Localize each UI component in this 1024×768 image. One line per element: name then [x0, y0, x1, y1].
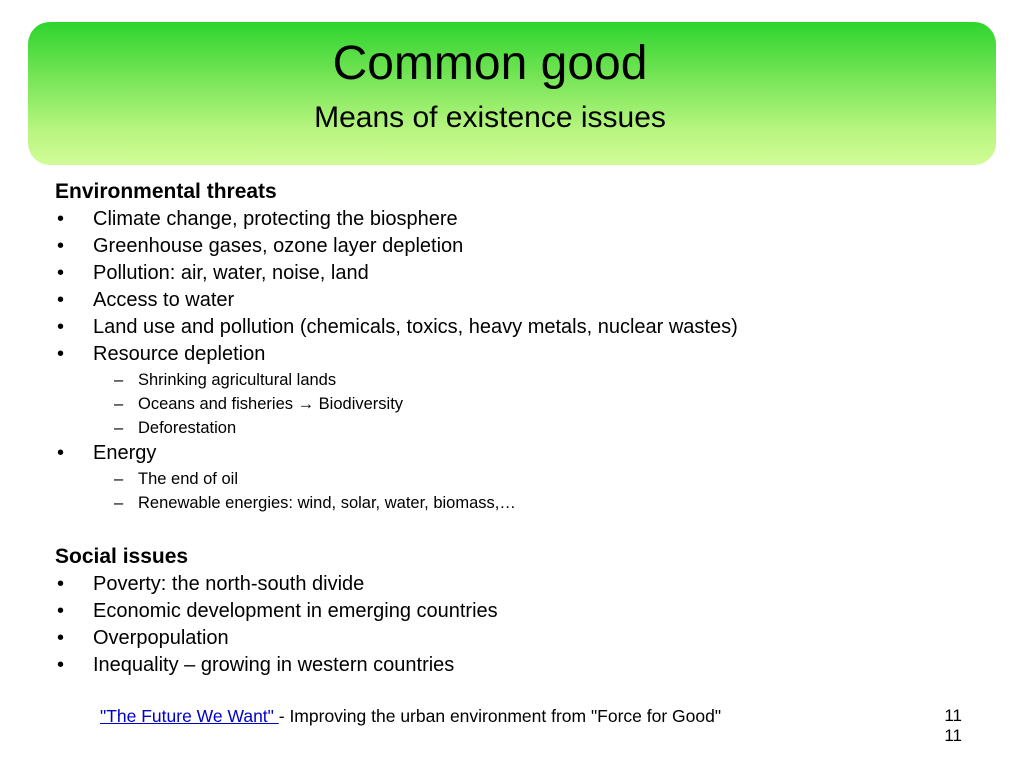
bullet-marker: •	[57, 343, 65, 365]
dash-marker: –	[114, 494, 124, 512]
bullet-text: Resource depletion	[93, 343, 266, 365]
bullet-item	[55, 625, 985, 652]
bullet-item	[55, 652, 985, 679]
sub-bullet-item	[55, 491, 985, 515]
bullet-item	[55, 598, 985, 625]
sub-bullet-item	[55, 416, 985, 440]
bullet-item	[55, 571, 985, 598]
section-heading-environmental: Environmental threats	[55, 180, 277, 203]
dash-marker: –	[114, 470, 124, 488]
dash-marker: –	[114, 419, 124, 437]
slide-body	[55, 178, 985, 679]
slide-number-value: 11	[944, 706, 962, 725]
bullet-item	[55, 206, 985, 233]
sub-bullet-text: Oceans and fisheries → Biodiversity	[138, 395, 404, 413]
bullet-item	[55, 233, 985, 260]
bullet-marker: •	[57, 654, 65, 676]
sub-bullet-text: Renewable energies: wind, solar, water, biomass,…	[138, 494, 516, 512]
bullet-marker: •	[57, 262, 65, 284]
bullet-text: Overpopulation	[93, 627, 229, 649]
dash-marker: –	[114, 395, 124, 413]
section-gap	[55, 515, 985, 543]
bullet-text: Access to water	[93, 289, 235, 311]
sub-bullet-item	[55, 392, 985, 416]
sub-bullet-text: Shrinking agricultural lands	[138, 371, 337, 389]
bullet-text: Poverty: the north-south divide	[93, 573, 365, 595]
bullet-marker: •	[57, 442, 65, 464]
bullet-marker: •	[57, 235, 65, 257]
bullet-marker: •	[57, 208, 65, 230]
slide-number	[944, 706, 962, 746]
bullet-text: Climate change, protecting the biosphere	[93, 208, 458, 230]
footer-note	[100, 704, 721, 728]
bullet-text: Land use and pollution (chemicals, toxics, heavy metals, nuclear wastes)	[93, 316, 738, 338]
footer-text: Improving the urban environment from "Force for Good"	[289, 706, 722, 726]
section-heading-social: Social issues	[55, 545, 189, 568]
bullet-marker: •	[57, 627, 65, 649]
bullet-marker: •	[57, 289, 65, 311]
footer-separator: -	[278, 706, 290, 726]
bullet-item	[55, 314, 985, 341]
sub-bullet-text: The end of oil	[138, 470, 238, 488]
bullet-marker: •	[57, 600, 65, 622]
bullet-item	[55, 287, 985, 314]
bullet-marker: •	[57, 573, 65, 595]
sub-bullet-text: Deforestation	[138, 419, 237, 437]
bullet-item	[55, 341, 985, 368]
slide-number-repeat: 11	[944, 726, 962, 745]
bullet-item	[55, 440, 985, 467]
slide-subtitle: Means of existence issues	[314, 101, 666, 134]
bullet-text: Inequality – growing in western countries	[93, 654, 455, 676]
bullet-item	[55, 260, 985, 287]
slide-title: Common good	[332, 37, 648, 90]
sub-bullet-item	[55, 467, 985, 491]
bullet-text: Pollution: air, water, noise, land	[93, 262, 369, 284]
bullet-text: Economic development in emerging countries	[93, 600, 498, 622]
bullet-text: Energy	[93, 442, 157, 464]
bullet-marker: •	[57, 316, 65, 338]
bullet-text: Greenhouse gases, ozone layer depletion	[93, 235, 464, 257]
future-we-want-link[interactable]: "The Future We Want"	[100, 706, 279, 726]
dash-marker: –	[114, 371, 124, 389]
sub-bullet-item	[55, 368, 985, 392]
